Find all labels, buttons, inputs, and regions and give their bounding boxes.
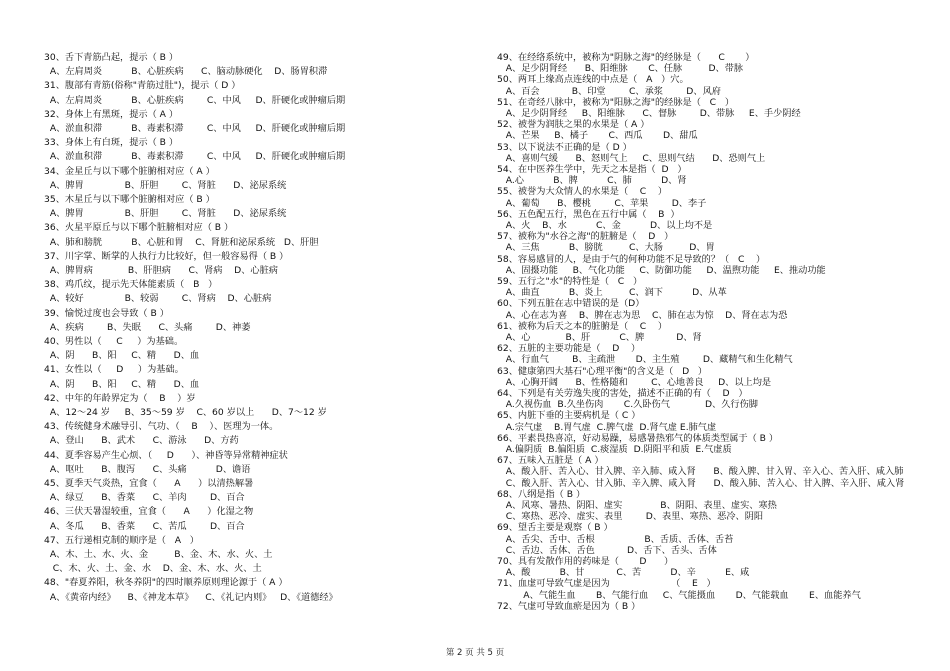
options-line: C、舌边、舌体、舌色 D、舌下、舌头、舌体 <box>497 544 717 556</box>
question-line: 69、望舌主要是观察（ B ） <box>497 522 613 534</box>
options-line: C、酸入肝、苦入心、甘入肺、辛入脾、咸入肾 D、酸入肺、苦入心、甘入脾、辛入肝、咸入肾 <box>497 477 905 489</box>
options-line: A、左肩周炎 B、心脏疾病 C、脑动脉硬化 D、肠胃积滞 <box>44 66 328 78</box>
question-line: 50、两耳上缘高点连线的中点是（ A ）穴。 <box>497 74 689 86</box>
question-line: 63、健康第四大基石"心理平衡"的含义是（ D ） <box>497 365 708 377</box>
question-line: 36、火星平原丘与以下哪个脏腑相对应（ B ） <box>44 222 234 234</box>
options-line: A、脾胃病 B、肝胆病 C、肾病 D、心脏病 <box>44 265 278 276</box>
question-line: 38、鸡爪纹，提示先天体能素质（ B ） <box>44 279 218 291</box>
question-line: 57、被称为"水谷之海"的脏腑是（ D ） <box>497 231 674 243</box>
question-line: 59、五行之"水"的特性是（ C ） <box>497 276 643 287</box>
options-line: A、芒果 B、橘子 C、西瓜 D、甜瓜 <box>497 130 698 142</box>
options-line: A、登山 B、武术 C、游泳 D、方药 <box>44 435 239 447</box>
options-line: A、绿豆 B、香菜 C、羊肉 D、百合 <box>44 492 245 504</box>
options-line: A、疾病 B、失眠 C、头痛 D、神萎 <box>44 321 251 333</box>
options-line: A、气能生血 B、气能行血 C、气能摄血 D、气能载血 E、血能养气 <box>497 589 861 601</box>
options-line: A、固摄功能 B、气化功能 C、防御功能 D、温煦功能 E、推动功能 <box>497 264 826 276</box>
options-line: A.心 B、脾 C、肺 D、肾 <box>497 175 687 187</box>
question-line: 60、下列五脏在志中错误的是（D） <box>497 298 645 310</box>
options-line: A、冬瓜 B、香菜 C、苦瓜 D、百合 <box>44 520 245 532</box>
options-line: A、呕吐 B、腹泻 C、头痛 D、谵语 <box>44 463 251 475</box>
options-line: A.久视伤血 B.久坐伤肉 C.久卧伤气 D、久行伤脚 <box>497 399 758 411</box>
options-line: A、脾胃 B、肝胆 C、肾脏 D、泌尿系统 <box>44 208 287 220</box>
question-line: 46、三伏天暑湿较重，宜食（ A ）化湿之物 <box>44 506 254 518</box>
options-line: A、火 B、水 C、金 D、以上均不是 <box>497 220 713 231</box>
question-line: 41、女性以（ D ）为基础。 <box>44 364 184 376</box>
question-line: 37、川字掌、断掌的人执行力比较好，但一般容易得（ B ） <box>44 250 289 262</box>
question-line: 49、在经络系统中，被称为"阴脉之海"的经脉是（ C ） <box>497 52 755 63</box>
question-line: 58、容易感冒的人，是由于气的何种功能不足导致的？（ C ） <box>497 253 766 265</box>
question-line: 51、在奇经八脉中，被称为"阳脉之海"的经脉是（ C ） <box>497 96 735 108</box>
options-line: A、足少阴肾经 B、阳维脉 C、督脉 D、带脉 E、手少阴经 <box>497 108 801 119</box>
options-line: A、脾胃 B、肝胆 C、肾脏 D、泌尿系统 <box>44 179 287 191</box>
question-line: 56、五色配五行，黑色在五行中属（ B ） <box>497 208 680 220</box>
question-line: 62、五脏的主要功能是（ D ） <box>497 343 641 355</box>
question-line: 32、身体上有黑斑，提示（ A ） <box>44 108 179 120</box>
options-line: A、阴 B、阳 C、精 D、血 <box>44 350 200 362</box>
options-line: A、心 B、肝 C、脾 D、肾 <box>497 332 702 343</box>
question-line: 61、被称为后天之本的脏腑是（ C ） <box>497 320 668 332</box>
question-line: 47、五行递相克制的顺序是（ A ） <box>44 534 199 546</box>
options-line: A、曲直 B、炎上 C、润下 D、从革 <box>497 287 727 299</box>
question-line: 72、气虚可导致血瘀是因为（ B ） <box>497 600 641 612</box>
options-line: A.偏阴质 B.偏阳质 C.痰湿质 D.阴阳平和质 E.气虚质 <box>497 444 732 455</box>
question-line: 43、传统健身术融导引、气功、（ B ）、医理为一体。 <box>44 421 279 433</box>
question-line: 40、男性以（ C ）为基础。 <box>44 336 184 347</box>
question-line: 42、中年的年龄界定为（ B ）岁 <box>44 392 196 404</box>
options-line: A、风寒、暑热、阴阳、虚实 B、阴阳、表里、虚实、寒热 <box>497 500 777 511</box>
options-line: A、喜则气缓 B、怒则气上 C、思则气结 D、恐则气上 <box>497 152 766 164</box>
question-line: 71、血虚可导致气虚是因为 （ E ） <box>497 578 716 590</box>
options-line: A、葡萄 B、樱桃 C、苹果 D、李子 <box>497 197 707 209</box>
question-line: 44、夏季容易产生心烦、（ D ）、神昏等异常精神症状 <box>44 449 288 461</box>
question-line: 48、"春夏养阳，秋冬养阴"的四时顺养原则理论源于（ A ） <box>44 577 288 589</box>
options-line: A、较好 B、较弱 C、肾病 D、心脏病 <box>44 293 272 305</box>
options-line: A、舌尖、舌中、舌根 B、舌质、舌体、舌苔 <box>497 533 734 545</box>
question-line: 64、下列是有关劳逸失度的害处，描述不正确的有（ D ） <box>497 388 748 399</box>
question-line: 54、在中医养生学中，先天之本是指（ D ） <box>497 164 687 175</box>
question-line: 34、金星丘与以下哪个脏腑相对应（ A ） <box>44 165 215 177</box>
options-line: A、行血气 B、主疏泄 D、主生殖 D、藏精气和生化精气 <box>497 354 793 366</box>
options-line: A、左肩周炎 B、心脏疾病 C、中风 D、肝硬化或肿瘤后期 <box>44 94 346 106</box>
options-line: A、百会 B、印堂 C、承浆 D、风府 <box>497 85 721 97</box>
options-line: A、三焦 B、膀胱 C、大肠 D、胃 <box>497 242 715 254</box>
question-line: 39、愉悦过度也会导致（ B ） <box>44 307 169 319</box>
question-line: 65、内脏下垂的主要病机是（ C ） <box>497 410 641 422</box>
options-line: A、阴 B、阳 C、精 D、血 <box>44 378 200 390</box>
options-line: A、淤血积滞 B、毒素积滞 C、中风 D、肝硬化或肿瘤后期 <box>44 151 346 163</box>
question-line: 33、身体上有白斑，提示（ B ） <box>44 137 179 149</box>
options-line: C、寒热、恶冷、虚实、表里 D、表里、寒热、恶冷、阴阳 <box>497 511 764 523</box>
options-line: C、木、火、土、金、水 D、金、木、水、火、土 <box>44 563 262 575</box>
question-line: 31、腹部有青筋(俗称"青筋过肚")，提示（ D ） <box>44 80 241 92</box>
options-line: A、酸 B、甘 C、苦 D、辛 E、咸 <box>497 567 750 579</box>
question-line: 67、五味入五脏是（ A ） <box>497 455 604 467</box>
question-line: 68、八纲是指（ B ） <box>497 488 586 500</box>
options-line: A、12～24 岁 B、35～59 岁 C、60 岁以上 D、7～12 岁 <box>44 407 327 418</box>
options-line: A.宗气虚 B.胃气虚 C.脾气虚 D.肾气虚 E.肺气虚 <box>497 421 717 433</box>
question-line: 66、平素畏热喜凉，好动易躁，易感暑热邪气的体质类型属于（ B ） <box>497 432 779 444</box>
options-line: A、心胸开阔 B、性格随和 C、心地善良 D、以上均是 <box>497 376 772 388</box>
options-line: A、足少阴肾经 B、阳维脉 C、任脉 D、带脉 <box>497 63 744 75</box>
question-line: 52、被誉为润肤之果的水果是（ A ） <box>497 119 650 131</box>
options-line: A、心在志为喜 B、脾在志为思 C、肺在志为惊 D、肾在志为恐 <box>497 309 788 321</box>
question-line: 70、具有发散作用的药味是（ D ） <box>497 556 674 567</box>
options-line: A、《黄帝内经》 B、《神龙本草》 C、《礼记内则》 D、《道德经》 <box>44 591 338 603</box>
options-line: A、肺和膀胱 B、心脏和胃 C、肾脏和泌尿系统 D、肝胆 <box>44 236 319 248</box>
options-line: A、淤血积滞 B、毒素积滞 C、中风 D、肝硬化或肿瘤后期 <box>44 123 346 134</box>
options-line: A、木、土、水、火、金 B、金、木、水、火、土 <box>44 549 273 560</box>
question-line: 35、木星丘与以下哪个脏腑相对应（ B ） <box>44 194 215 205</box>
options-line: A、酸入肝、苦入心、甘入脾、辛入肺、咸入肾 B、酸入脾、甘入胃、辛入心、苦入肝、咸入肺 <box>497 466 904 478</box>
question-line: 53、以下说法不正确的是（ D ） <box>497 141 632 153</box>
question-line: 45、夏季天气炎热，宜食（ A ）以清热解暑 <box>44 478 254 489</box>
page-footer: 第 2 页 共 5 页 <box>445 648 505 658</box>
question-line: 30、舌下青筋凸起，提示（ B ） <box>44 52 179 63</box>
question-line: 55、被誉为大众情人的水果是（ C ） <box>497 186 668 198</box>
